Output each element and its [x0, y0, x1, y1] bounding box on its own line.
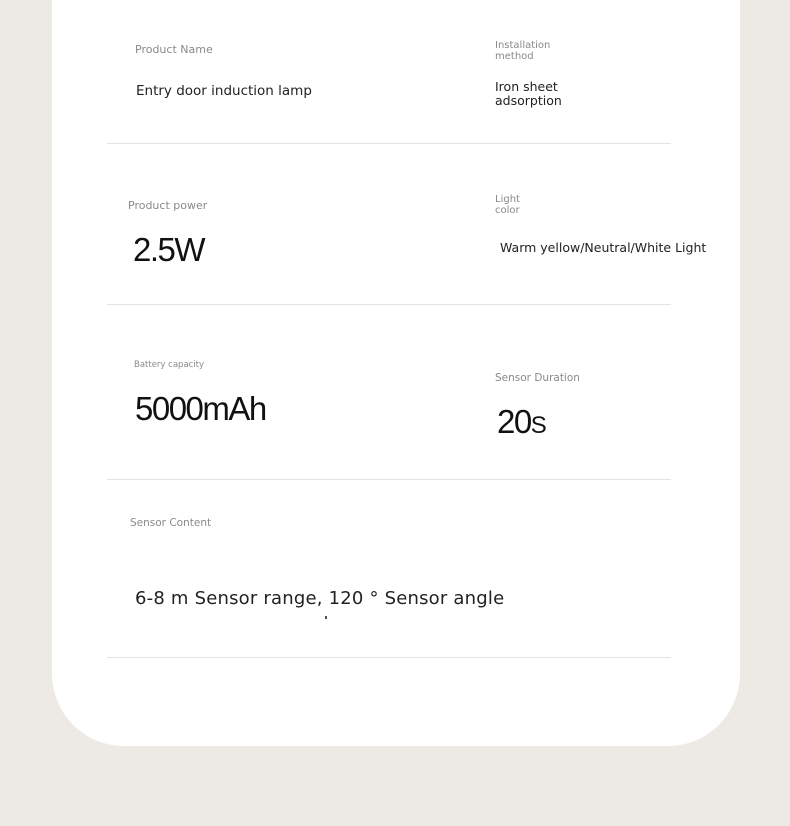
sensor-duration-number: 20: [497, 403, 531, 440]
light-color-value: Warm yellow/Neutral/White Light: [500, 240, 707, 255]
divider-2: [107, 304, 671, 305]
sensor-content-value: 6-8 m Sensor range, 120 ° Sensor angle: [135, 588, 505, 609]
installation-method-value: Iron sheet adsorption: [495, 79, 562, 108]
sensor-duration-label: Sensor Duration: [495, 372, 580, 384]
installation-method-label: Installation method: [495, 40, 551, 62]
spec-card: [52, 0, 740, 746]
divider-4: [107, 657, 671, 658]
battery-capacity-value: 5000mAh: [135, 390, 266, 427]
product-power-label: Product power: [128, 199, 208, 212]
product-name-label: Product Name: [135, 43, 213, 56]
battery-capacity-label: Battery capacity: [134, 360, 205, 370]
divider-1: [107, 143, 671, 144]
product-power-value: 2.5W: [133, 231, 205, 268]
divider-3: [107, 479, 671, 480]
light-color-label: Light color: [495, 194, 520, 216]
sensor-content-label: Sensor Content: [130, 517, 212, 529]
product-name-value: Entry door induction lamp: [136, 83, 312, 99]
sensor-duration-value: [497, 403, 547, 441]
sensor-duration-unit: S: [530, 412, 547, 439]
text-fragment-mark: [325, 616, 327, 619]
